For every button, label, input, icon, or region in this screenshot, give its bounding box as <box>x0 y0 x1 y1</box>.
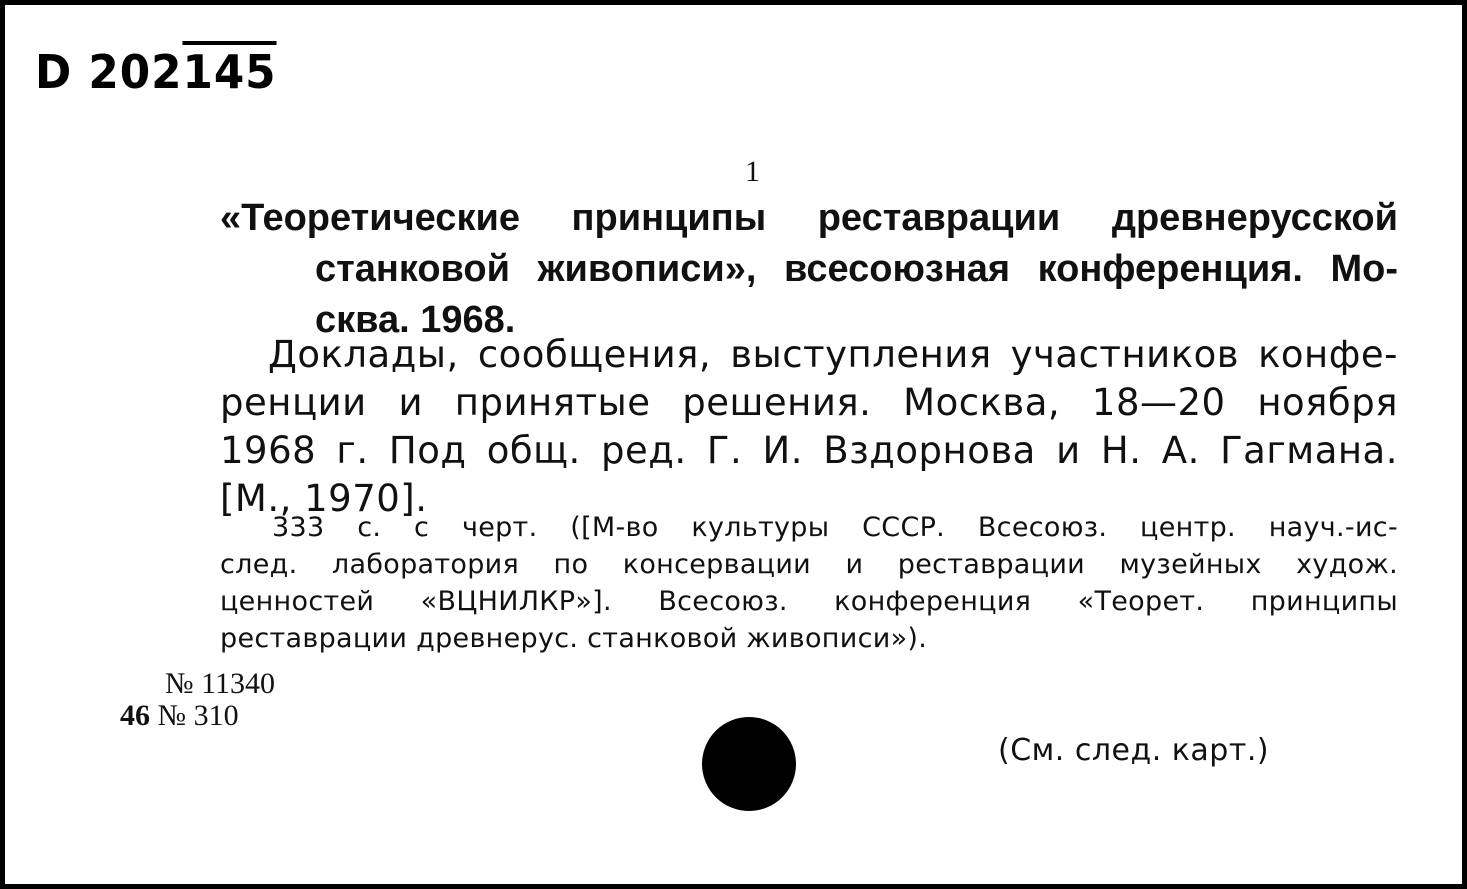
title <box>220 193 1398 346</box>
title-line: станковой живописи», всесоюзная конференция. Мо- <box>315 248 1398 290</box>
catalog-card <box>5 5 1462 884</box>
description-line: [М., 1970]. <box>220 477 428 520</box>
notes-line: след. лаборатория по консервации и реставрации музейных худож. <box>220 549 1398 580</box>
title-line: сква. 1968. <box>315 299 516 341</box>
description <box>220 331 1398 523</box>
registry-number-2: 46 № 310 <box>120 699 239 732</box>
title-line: «Теоретические принципы реставрации древнерусской <box>220 197 1398 239</box>
registry-number: № 11340 <box>165 667 276 700</box>
card-number: 1 <box>745 155 760 188</box>
punch-hole <box>702 717 796 811</box>
notes-line: реставрации древнерус. станковой живописи»). <box>220 623 928 654</box>
continuation-note: (См. след. карт.) <box>998 733 1270 768</box>
description-line: Доклады, сообщения, выступления участников конфе- <box>268 333 1398 376</box>
description-line: ренции и принятые решения. Москва, 18—20 ноября <box>220 381 1398 424</box>
bibliographic-notes <box>220 509 1398 657</box>
description-line: 1968 г. Под общ. ред. Г. И. Вздорнова и Н. А. Гагмана. <box>220 429 1398 472</box>
notes-line: 333 с. с черт. ([М-во культуры СССР. Всесоюз. центр. науч.-ис- <box>272 512 1398 543</box>
handwritten-code: D 202145 <box>35 45 277 99</box>
notes-line: ценностей «ВЦНИЛКР»]. Всесоюз. конференция «Теорет. принципы <box>220 586 1398 617</box>
